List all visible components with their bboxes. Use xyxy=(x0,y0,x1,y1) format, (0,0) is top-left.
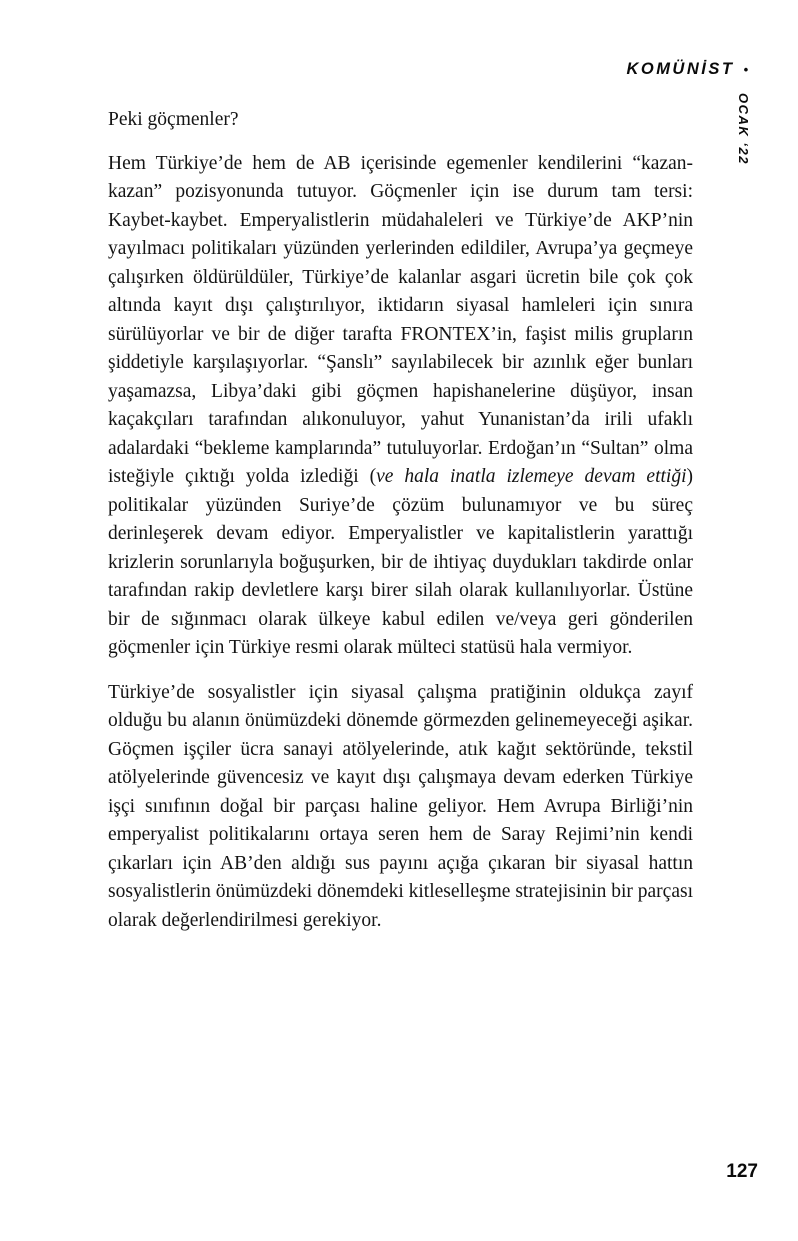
journal-title: KOMÜNİST xyxy=(626,60,735,78)
bullet-icon: • xyxy=(743,62,748,77)
paragraph-1 xyxy=(108,150,693,663)
paragraph-1-text-continued: ) politikalar yüzünden Suriye’de çözüm bulunamıyor ve bu süreç derinleşerek devam ediyor. Emperyalistler ve kapitalistlerin yarattığı krizlerin sorunlarıyla boğuşurken, bir de ihtiyaç duydukları takdirde onlar tarafından rakip devletlere karşı birer silah olarak kullanılıyorlar. Üstüne bir de sığınmacı olarak ülkeye kabul edilen ve/veya geri gönderilen göçmenler için Türkiye resmi olarak mülteci statüsü hala vermiyor. xyxy=(108,466,693,658)
page-number: 127 xyxy=(726,1161,758,1182)
paragraph-1-text: Hem Türkiye’de hem de AB içerisinde egemenler kendilerini “kazan-kazan” pozisyonunda tutuyor. Göçmenler için ise durum tam tersi: Kaybet-kaybet. Emperyalistlerin müdahaleleri ve Türkiye’de AKP’nin yayılmacı politikaları yüzünden yerlerinden edildiler, Avrupa’ya geçmeye çalışırken öldürüldüler, Türkiye’de kalanlar asgari ücretin bile çok çok altında kayıt dışı çalıştırılıyor, iktidarın siyasal hamleleri için sınıra sürülüyorlar ve bir de diğer tarafta FRONTEX’in, faşist milis grupların şiddetiyle karşılaşıyorlar. “Şanslı” sayılabilecek bir azınlık eğer bunları yaşamazsa, Libya’daki gibi göçmen hapishanelerine düşüyor, insan kaçakçıları tarafından alıkonuluyor, yahut Yunanistan’da irili ufaklı adalardaki “bekleme kamplarında” tutuluyorlar. Erdoğan’ın “Sultan” olma isteğiyle çıktığı yolda izlediği ( xyxy=(108,152,693,487)
running-head xyxy=(626,60,748,79)
issue-label: OCAK ‘22 xyxy=(736,93,751,165)
lead-question: Peki göçmenler? xyxy=(108,109,239,130)
paragraph-1-italic-phrase: ve hala inatla izlemeye devam ettiği xyxy=(376,466,687,487)
body-text-column xyxy=(108,106,693,951)
paragraph-2: Türkiye’de sosyalistler için siyasal çalışma pratiğinin oldukça zayıf olduğu bu alanın önümüzdeki dönemde görmezden gelinemeyeceği aşikar. Göçmen işçiler ücra sanayi atölyelerinde, atık kağıt sektöründe, tekstil atölyelerinde güvencesiz ve kayıt dışı çalışmaya devam ederken Türkiye işçi sınıfının doğal bir parçası haline geliyor. Hem Avrupa Birliği’nin emperyalist politikalarını ortaya seren hem de Saray Rejimi’nin kendi çıkarları için AB’den aldığı sus payını açığa çıkaran bir siyasal hattın sosyalistlerin önümüzdeki dönemdeki kitleselleşme stratejisinin bir parçası olarak değerlendirilmesi gerekiyor. xyxy=(108,681,693,931)
